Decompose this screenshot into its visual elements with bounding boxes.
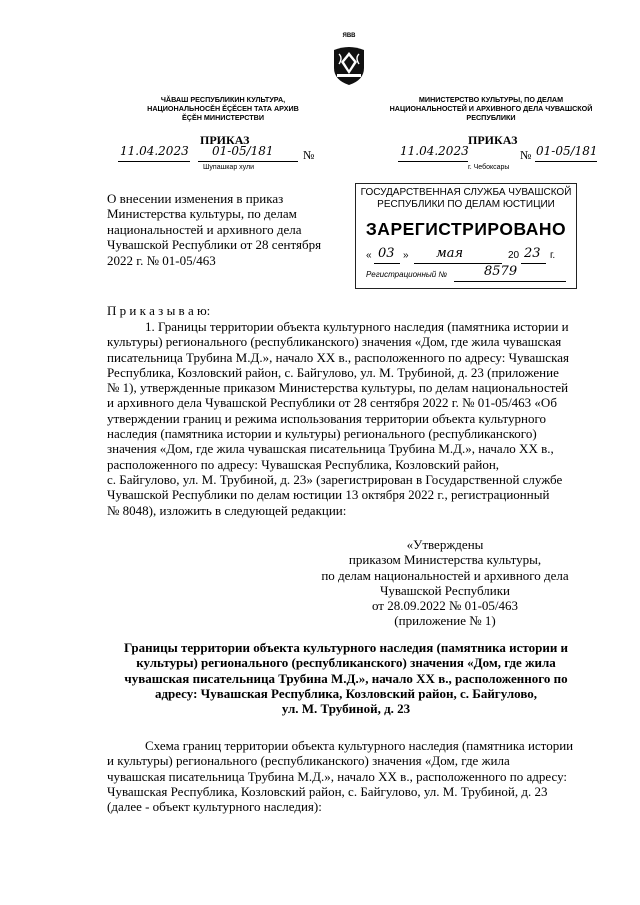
stamp-reg-label: Регистрационный № [366,270,448,279]
scheme-line: (далее - объект культурного наследия): [107,799,322,815]
paragraph-line: и архивного дела Чувашской Республики от 28 сентября 2022 г. № 01-05/463 «Об [107,395,557,411]
heading-line: чувашская писательница Трубина М.Д.», начало XX в., расположенного по [124,670,568,686]
left-number-sign: № [303,148,315,162]
right-organization-name: МИНИСТЕРСТВО КУЛЬТУРЫ, ПО ДЕЛАМ НАЦИОНАЛЬНОСТЕЙ И АРХИВНОГО ДЕЛА ЧУВАШСКОЙ РЕСПУБЛИКИ [389,95,593,122]
heading-line: Границы территории объекта культурного наследия (памятника истории и [123,640,569,655]
stamp-reg-line [454,280,566,282]
paragraph-1 [107,319,587,518]
stamp-year: 23 [524,246,541,261]
chuvash-emblem-icon [331,44,367,86]
stamp-year-prefix: 20 [508,250,520,261]
scheme-line: чувашская писательница Трубина М.Д.», начало XX в., расположенного по адресу: [107,768,568,784]
approval-line: (приложение № 1) [394,613,496,629]
right-number-line [535,160,597,162]
stamp-header-line: РЕСПУБЛИКИ ПО ДЕЛАМ ЮСТИЦИИ [377,199,555,210]
right-number: 01-05/181 [536,144,598,158]
left-prikaz-title: ПРИКАЗ [200,133,250,147]
paragraph-line: 1. Границы территории объекта культурного наследия (памятника истории и [145,319,569,334]
stamp-day: 03 [378,246,395,261]
paragraph-line: культуры) регионального (республиканского) значения «Дом, где жила чувашская [107,334,562,350]
paragraph-line: № 8048), изложить в следующей редакции: [107,502,347,518]
paragraph-line: писательница Трубина М.Д.», начало XX в., расположенного по адресу: Чувашская [107,349,569,365]
territory-heading [100,640,592,716]
left-number: 01-05/181 [212,144,274,158]
subject-line: национальностей и архивного дела [107,221,302,237]
stamp-day-line [374,262,400,264]
right-date-line [398,160,468,162]
left-date-line [118,160,190,162]
stamp-header-line: ГОСУДАРСТВЕННАЯ СЛУЖБА ЧУВАШСКОЙ [360,187,572,198]
paragraph-line: наследия (памятника истории и культуры) регионального (республиканского) [107,426,537,442]
emblem-caption: ЯВВ [342,33,356,39]
right-prikaz-title: ПРИКАЗ [468,133,518,147]
stamp-header [356,187,576,211]
scheme-line: Схема границ территории объекта культурного наследия (памятника истории [145,738,574,753]
right-city: г. Чебоксары [468,164,510,171]
subject-line: Министерства культуры, по делам [107,206,297,222]
right-number-sign: № [520,148,532,162]
stamp-year-suffix: г. [550,250,556,261]
approval-line: Чувашской Республики [379,582,511,598]
heading-line: адресу: Чувашская Республика, Козловский район, с. Байгулово, [154,685,538,701]
left-number-line [198,160,298,162]
stamp-registered-text: ЗАРЕГИСТРИРОВАНО [365,219,567,239]
stamp-month: мая [436,246,464,261]
heading-line: ул. М. Трубиной, д. 23 [281,701,411,717]
stamp-quote-open: « [366,250,372,261]
right-date: 11.04.2023 [400,144,469,158]
paragraph-line: утверждении границ и режима использования территории объекта культурного [107,410,546,426]
subject-line: 2022 г. № 01-05/463 [107,252,216,268]
approval-line: «Утверждены [406,537,484,552]
scheme-paragraph [107,738,587,814]
scheme-line: и культуры) регионального (республиканского) значения «Дом, где жила [107,753,510,769]
paragraph-line: расположенного по адресу: Чувашская Республика, Козловский район, [107,456,500,472]
paragraph-line: Республика, Козловский район, с. Байгулово, ул. М. Трубиной, д. 23 (приложение [107,364,559,380]
registration-stamp [355,183,577,289]
order-subject [107,191,335,268]
stamp-reg-number: 8579 [484,264,518,279]
approval-line: от 28.09.2022 № 01-05/463 [371,598,519,614]
stamp-quote-close: » [403,250,409,261]
scheme-line: Чувашская Республика, Козловский район, с. Байгулово, ул. М. Трубиной, д. 23 [107,783,548,799]
left-date: 11.04.2023 [120,144,189,158]
left-organization-name: ЧĂВАШ РЕСПУБЛИКИН КУЛЬТУРА, НАЦИОНАЛЬНОСĔН ĔÇĔСЕН ТАТА АРХИВ ĔÇĔН МИНИСТЕРСТВИ [147,95,299,122]
subject-line: Чувашской Республики от 28 сентября [107,237,322,253]
left-city: Шупашкар хули [203,164,255,171]
subject-line: О внесении изменения в приказ [107,191,284,206]
approval-line: приказом Министерства культуры, [348,552,542,568]
paragraph-line: с. Байгулово, ул. М. Трубиной, д. 23» (зарегистрирован в Государственной службе [107,471,563,487]
heading-line: культуры) регионального (республиканского) значения «Дом, где жила [136,655,556,671]
approval-block [300,537,590,629]
order-word: П р и к а з ы в а ю: [107,303,211,318]
paragraph-line: Чувашской Республики по делам юстиции 13 октября 2022 г., регистрационный [107,487,550,503]
paragraph-line: значения «Дом, где жила чувашская писательница Трубина М.Д.», начало XX в., [107,441,554,457]
approval-line: по делам национальностей и архивного дела [321,567,569,583]
paragraph-line: № 1), утвержденные приказом Министерства культуры, по делам национальностей [107,380,569,396]
stamp-year-line [521,262,546,264]
